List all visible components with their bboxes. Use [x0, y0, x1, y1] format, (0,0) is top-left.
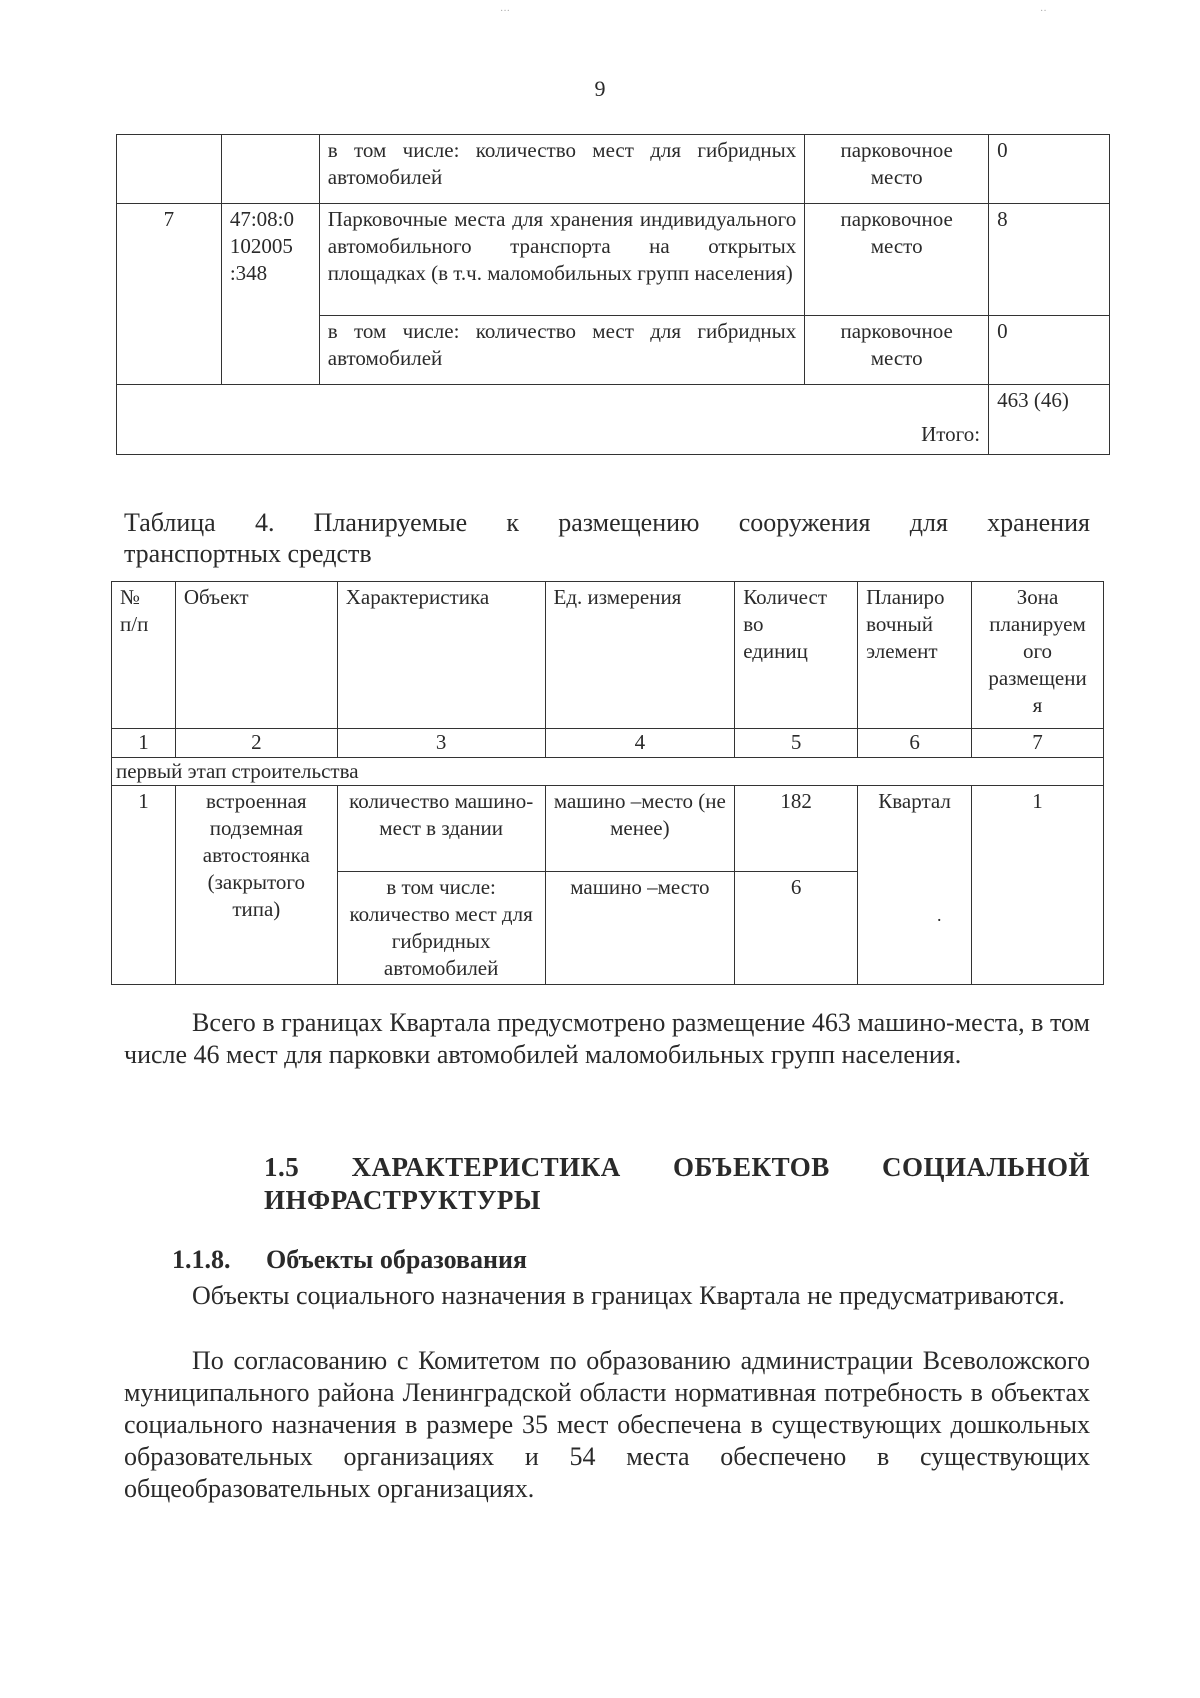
caption-word: Планируемые [313, 508, 468, 537]
row-number-cell: 7 [117, 204, 222, 385]
caption-word: для [909, 508, 948, 537]
section-number: 1.5 [264, 1152, 300, 1182]
header-line: № [120, 585, 141, 609]
column-number-row [112, 729, 1104, 758]
section-heading-line [264, 1151, 1090, 1184]
unit-cell: парковочное место [805, 316, 989, 385]
subsection-title: Объекты образования [266, 1245, 528, 1274]
section-heading-line: ИНФРАСТРУКТУРЫ [264, 1185, 541, 1215]
object-cell: встроенная подземная автостоянка (закрытого типа) [175, 786, 337, 985]
header-line: п/п [120, 612, 149, 636]
total-value: 463 (46) [989, 385, 1110, 455]
value-cell: 8 [989, 204, 1110, 316]
caption-word: хранения [987, 508, 1090, 537]
summary-paragraph: Всего в границах Квартала предусмотрено размещение 463 машино-места, в том числе 46 мест для парковки автомобилей маломобильных групп населения. [124, 1008, 1090, 1069]
column-number: 4 [545, 729, 735, 758]
cadastral-line: 102005 [229, 234, 293, 258]
header-object: Объект [175, 582, 337, 729]
caption-word: 4. [254, 508, 275, 537]
total-label: Итого: [117, 385, 989, 455]
section-word: СОЦИАЛЬНОЙ [882, 1152, 1090, 1182]
paragraph: Объекты социального назначения в границах Квартала не предусматриваются. [192, 1281, 1065, 1310]
column-number: 3 [337, 729, 545, 758]
header-line: размещени [988, 666, 1087, 690]
caption-word: размещению [558, 508, 700, 537]
header-line: я [1032, 693, 1043, 717]
header-number [112, 582, 176, 729]
column-number: 2 [175, 729, 337, 758]
value-cell: 0 [989, 135, 1110, 204]
table-header-row [112, 582, 1104, 729]
column-number: 7 [972, 729, 1104, 758]
section-word: ХАРАКТЕРИСТИКА [351, 1152, 621, 1182]
quantity-cell: 182 [735, 786, 858, 872]
paragraph: По согласованию с Комитетом по образованию администрации Всеволожского муниципального района Ленинградской области нормативная потребность в объектах социального назначения в размере 35 мест обеспечена в существующих дошкольных образовательных организациях и 54 места обеспечено в существующих общеобразовательных организациях. [124, 1346, 1090, 1503]
column-number: 1 [112, 729, 176, 758]
planning-element-cell: Квартал [858, 786, 972, 985]
cadastral-cell [221, 135, 319, 204]
header-quantity [735, 582, 858, 729]
caption-word: Таблица [124, 508, 216, 537]
characteristic-cell: количество машино-мест в здании [337, 786, 545, 872]
row-number-cell: 1 [112, 786, 176, 985]
table-row [117, 204, 1110, 316]
header-line: Планиро [866, 585, 945, 609]
unit-cell: машино –место [545, 872, 735, 985]
cadastral-line: 47:08:0 [229, 207, 295, 231]
subsection-heading [172, 1245, 527, 1275]
header-line: планируем [989, 612, 1086, 636]
unit-cell: парковочное место [805, 135, 989, 204]
scan-artifact: ··· [500, 6, 510, 17]
header-line: Зона [1016, 585, 1059, 609]
header-line: во [743, 612, 764, 636]
caption-word: сооружения [738, 508, 871, 537]
table4-caption [124, 507, 1090, 569]
header-characteristic: Характеристика [337, 582, 545, 729]
stage-label: первый этап строительства [112, 758, 1104, 786]
header-line: Количест [743, 585, 828, 609]
section-word: ОБЪЕКТОВ [673, 1152, 830, 1182]
characteristic-cell: в том числе: количество мест для гибридных автомобилей [319, 135, 804, 204]
header-line: вочный [866, 612, 933, 636]
column-number: 6 [858, 729, 972, 758]
header-line: ого [1022, 639, 1053, 663]
subsection-number: 1.1.8. [172, 1245, 231, 1274]
zone-cell: 1 [972, 786, 1104, 985]
parking-structures-table [111, 581, 1104, 985]
characteristic-cell: в том числе: количество мест для гибридных автомобилей [337, 872, 545, 985]
scan-artifact: ·· [1040, 6, 1047, 17]
unit-cell: машино –место (не менее) [545, 786, 735, 872]
table-row [112, 786, 1104, 872]
parking-table-continued [116, 134, 1110, 455]
caption-line: транспортных средств [124, 539, 372, 568]
stray-dot: . [937, 905, 942, 925]
cadastral-line: :348 [229, 261, 268, 285]
column-number: 5 [735, 729, 858, 758]
section-heading [264, 1151, 1090, 1217]
row-number-cell [117, 135, 222, 204]
unit-cell: парковочное место [805, 204, 989, 316]
header-planning-element [858, 582, 972, 729]
quantity-cell: 6 [735, 872, 858, 985]
page-number: 9 [594, 76, 606, 101]
table-row [117, 135, 1110, 204]
header-zone [972, 582, 1104, 729]
characteristic-cell: Парковочные места для хранения индивидуального автомобильного транспорта на открытых площадках (в т.ч. маломобильных групп населения) [319, 204, 804, 316]
header-line: единиц [743, 639, 808, 663]
caption-word: к [506, 508, 519, 537]
header-unit: Ед. измерения [545, 582, 735, 729]
stage-row [112, 758, 1104, 786]
caption-line [124, 507, 1090, 538]
cadastral-cell [221, 204, 319, 385]
total-row [117, 385, 1110, 455]
characteristic-cell: в том числе: количество мест для гибридных автомобилей [319, 316, 804, 385]
header-line: элемент [866, 639, 938, 663]
value-cell: 0 [989, 316, 1110, 385]
